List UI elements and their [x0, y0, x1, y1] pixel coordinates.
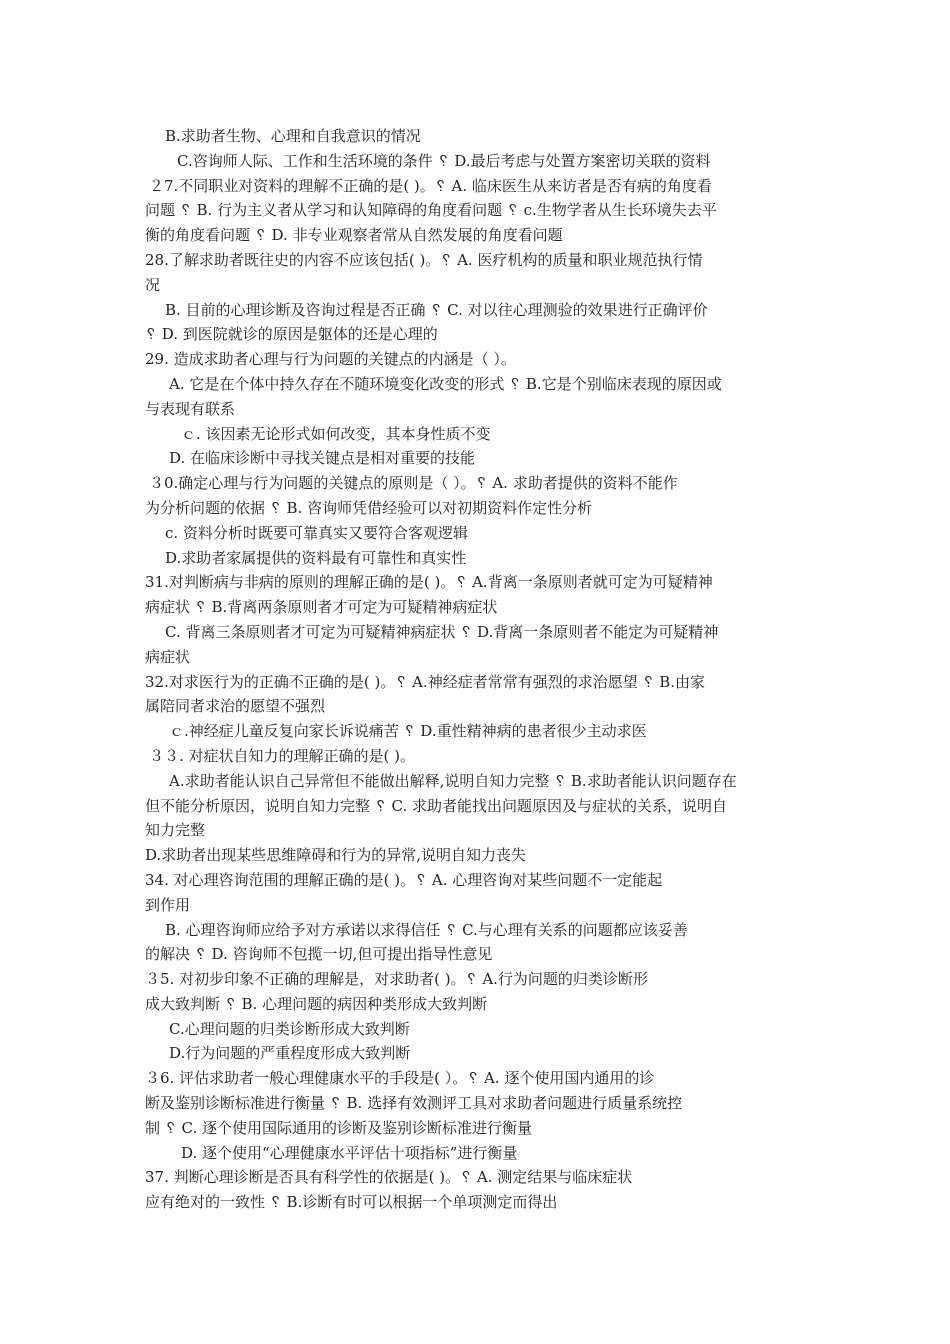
text-line: 况 [145, 275, 161, 294]
question-28: 28.了解求助者既往史的内容不应该包括( )。␦ A. 医疗机构的质量和职业规范执行情 [145, 250, 703, 269]
question-30: ３0.确定心理与行为问题的关键点的原则是（ ）。␦ A. 求助者提供的资料不能作 [149, 474, 678, 493]
text-line: ␦ D. 到医院就诊的原因是躯体的还是心理的 [145, 325, 438, 344]
text-line: A. 它是在个体中持久存在不随环境变化改变的形式 ␦ B.它是个别临床表现的原因或 [169, 374, 722, 393]
text-line: D.行为问题的严重程度形成大致判断 [169, 1044, 411, 1063]
text-line: D. 在临床诊断中寻找关键点是相对重要的技能 [169, 449, 476, 468]
text-line: D. 逐个使用“心理健康水平评估十项指标”进行衡量 [181, 1143, 518, 1162]
question-31: 31.对判断病与非病的原则的理解正确的是( )。␦ A.背离一条原则者就可定为可疑精神 [145, 573, 713, 592]
text-line: 但不能分析原因，说明自知力完整 ␦ C. 求助者能找出问题原因及与症状的关系，说明自 [145, 796, 728, 815]
text-line: ｃ.神经症儿童反复向家长诉说痛苦 ␦ D.重性精神病的患者很少主动求医 [169, 722, 647, 741]
question-27: ２7.不同职业对资料的理解不正确的是( )。␦ A. 临床医生从来访者是否有病的角度看 [149, 176, 712, 195]
text-line: 病症状 [145, 647, 191, 666]
question-36: ３6. 评估求助者一般心理健康水平的手段是( ）。␦ A. 逐个使用国内通用的诊 [145, 1069, 655, 1088]
text-line: 属陪同者求治的愿望不强烈 [145, 697, 326, 716]
question-29: 29. 造成求助者心理与行为问题的关键点的内涵是（ ）。 [145, 350, 516, 369]
text-line: C. 背离三条原则者才可定为可疑精神病症状 ␦ D.背离一条原则者不能定为可疑精神 [165, 622, 719, 641]
text-line: 成大致判断 ␦ B. 心理问题的病因种类形成大致判断 [145, 994, 488, 1013]
question-35: ３5. 对初步印象不正确的理解是，对求助者( )。␦ A.行为问题的归类诊断形 [145, 970, 648, 989]
text-line: 到作用 [145, 895, 191, 914]
text-line: 为分析问题的依据 ␦ B. 咨询师凭借经验可以对初期资料作定性分析 [145, 498, 593, 517]
question-32: 32.对求医行为的正确不正确的是( )。␦ A.神经症者常常有强烈的求治愿望 ␦ B.由家 [145, 672, 706, 691]
text-line: B.求助者生物、心理和自我意识的情况 [165, 127, 421, 145]
text-line: 问题 ␦ B. 行为主义者从学习和认知障碍的角度看问题 ␦ c.生物学者从生长环境失去平 [145, 201, 717, 220]
text-line: B. 心理咨询师应给予对方承诺以求得信任 ␦ C.与心理有关系的问题都应该妥善 [165, 920, 688, 939]
text-line: D.求助者出现某些思维障碍和行为的异常,说明自知力丧失 [145, 846, 527, 865]
text-line: B. 目前的心理诊断及咨询过程是否正确 ␦ C. 对以往心理测验的效果进行正确评价 [165, 300, 708, 319]
text-line: 衡的角度看问题 ␦ D. 非专业观察者常从自然发展的角度看问题 [145, 226, 563, 245]
text-line: 的解决 ␦ D. 咨询师不包揽一切,但可提出指导性意见 [145, 945, 493, 964]
text-line: ｃ. 该因素无论形式如何改变，其本身性质不变 [181, 424, 491, 443]
text-line: D.求助者家属提供的资料最有可靠性和真实性 [165, 548, 467, 567]
question-37: 37. 判断心理诊断是否具有科学性的依据是( )。␦ A. 测定结果与临床症状 [145, 1168, 633, 1187]
document-page [145, 124, 810, 1215]
question-33: ３３. 对症状自知力的理解正确的是( )。 [149, 746, 416, 765]
text-line: 与表现有联系 [145, 399, 236, 418]
text-line: 知力完整 [145, 821, 206, 840]
text-line: 病症状 ␦ B.背离两条原则者才可定为可疑精神病症状 [145, 598, 498, 617]
text-line: 应有绝对的一致性 ␦ B.诊断有时可以根据一个单项测定而得出 [145, 1193, 558, 1212]
text-line: c. 资料分析时既要可靠真实又要符合客观逻辑 [165, 523, 468, 542]
text-line: 制 ␦ C. 逐个使用国际通用的诊断及鉴别诊断标准进行衡量 [145, 1118, 533, 1137]
text-line: C.咨询师人际、工作和生活环境的条件 ␦ D.最后考虑与处置方案密切关联的资料 [177, 151, 711, 170]
text-line: 断及鉴别诊断标准进行衡量 ␦ B. 选择有效测评工具对求助者问题进行质量系统控 [145, 1094, 683, 1113]
text-line: A.求助者能认识自己异常但不能做出解释,说明自知力完整 ␦ B.求助者能认识问题存在 [169, 771, 737, 790]
text-line: C.心理问题的归类诊断形成大致判断 [169, 1019, 410, 1038]
question-34: 34. 对心理咨询范围的理解正确的是( )。␦ A. 心理咨询对某些问题不一定能起 [145, 870, 663, 889]
